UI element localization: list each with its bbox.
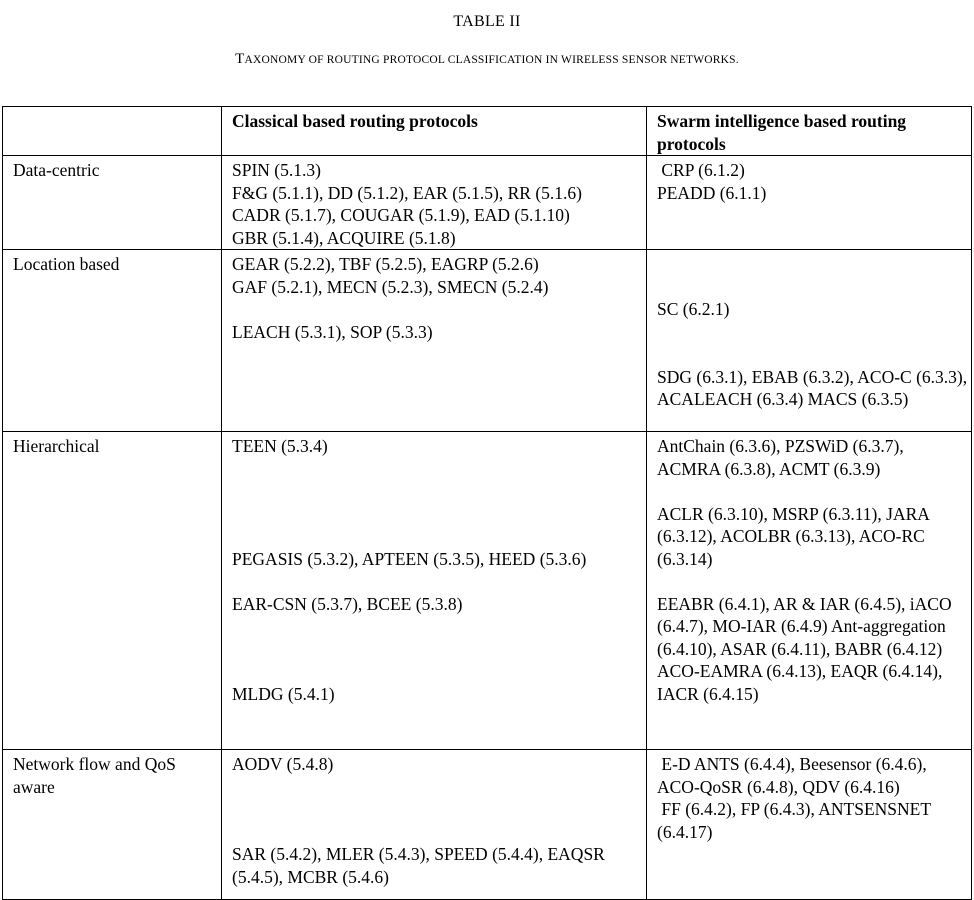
category-network-flow-qos: Network flow and QoS aware [3,750,222,900]
swarm-item: EEABR (6.4.1), AR & IAR (6.4.5), iACO (6.4.7), MO-IAR (6.4.9) Ant-aggregation (6.4.10), ASAR (6.4.11), BABR (6.4.12) ACO-EAMRA (6.4.13), EAQR (6.4.14), IACR (6.4.15) [657,593,952,704]
category-location-based: Location based [3,250,222,432]
caption-first-letter: T [235,51,245,67]
swarm-item: E-D ANTS (6.4.4), Beesensor (6.4.6), ACO-QoSR (6.4.8), QDV (6.4.16) [657,754,931,797]
table-title: TABLE II [453,13,521,30]
table-caption [0,51,974,68]
table-row-network-flow-qos [3,750,972,900]
classical-item: AODV (5.4.8) [232,754,334,774]
classical-item: CADR (5.1.7), COUGAR (5.1.9), EAD (5.1.10) [232,205,570,225]
classical-item: PEGASIS (5.3.2), APTEEN (5.3.5), HEED (5.3.6) [232,548,587,569]
classical-item: EAR-CSN (5.3.7), BCEE (5.3.8) [232,593,463,614]
classical-hierarchical [222,432,647,750]
header-category [3,107,222,156]
classical-item: GEAR (5.2.2), TBF (5.2.5), EAGRP (5.2.6) [232,254,539,274]
swarm-item: FF (6.4.2), FP (6.4.3), ANTSENSNET (6.4.17) [657,799,936,842]
swarm-item: SDG (6.3.1), EBAB (6.3.2), ACO-C (6.3.3), ACALEACH (6.3.4) MACS (6.3.5) [657,366,968,409]
table-row-data-centric [3,156,972,250]
table-header-row [3,107,972,156]
caption-rest: AXONOMY OF ROUTING PROTOCOL CLASSIFICATION IN WIRELESS SENSOR NETWORKS. [244,54,739,66]
header-classical: Classical based routing protocols [222,107,647,156]
swarm-item: PEADD (6.1.1) [657,182,767,203]
classical-item: F&G (5.1.1), DD (5.1.2), EAR (5.1.5), RR (5.1.6) [232,182,582,203]
classical-item: MLDG (5.4.1) [232,683,335,704]
classical-item: SPIN (5.1.3) [232,160,321,180]
swarm-item: ACLR (6.3.10), MSRP (6.3.11), JARA (6.3.12), ACOLBR (6.3.13), ACO-RC (6.3.14) [657,503,929,569]
swarm-item: SC (6.2.1) [657,299,730,319]
table-row-location-based [3,250,972,432]
classical-item: GBR (5.1.4), ACQUIRE (5.1.8) [232,227,456,248]
classical-item: LEACH (5.3.1), SOP (5.3.3) [232,321,433,342]
category-hierarchical: Hierarchical [3,432,222,750]
taxonomy-table [2,106,972,900]
swarm-item: AntChain (6.3.6), PZSWiD (6.3.7), ACMRA (6.3.8), ACMT (6.3.9) [657,436,904,479]
category-data-centric: Data-centric [3,156,222,250]
swarm-network-flow-qos [647,750,972,900]
classical-location-based [222,250,647,432]
table-row-hierarchical [3,432,972,750]
classical-data-centric [222,156,647,250]
header-swarm: Swarm intelligence based routing protocols [647,107,972,156]
swarm-location-based [647,250,972,432]
classical-item: GAF (5.2.1), MECN (5.2.3), SMECN (5.2.4) [232,276,549,297]
classical-item: SAR (5.4.2), MLER (5.4.3), SPEED (5.4.4), EAQSR (5.4.5), MCBR (5.4.6) [232,844,605,887]
swarm-item: CRP (6.1.2) [657,160,745,180]
classical-network-flow-qos [222,750,647,900]
classical-item: TEEN (5.3.4) [232,436,328,456]
swarm-data-centric [647,156,972,250]
swarm-hierarchical [647,432,972,750]
